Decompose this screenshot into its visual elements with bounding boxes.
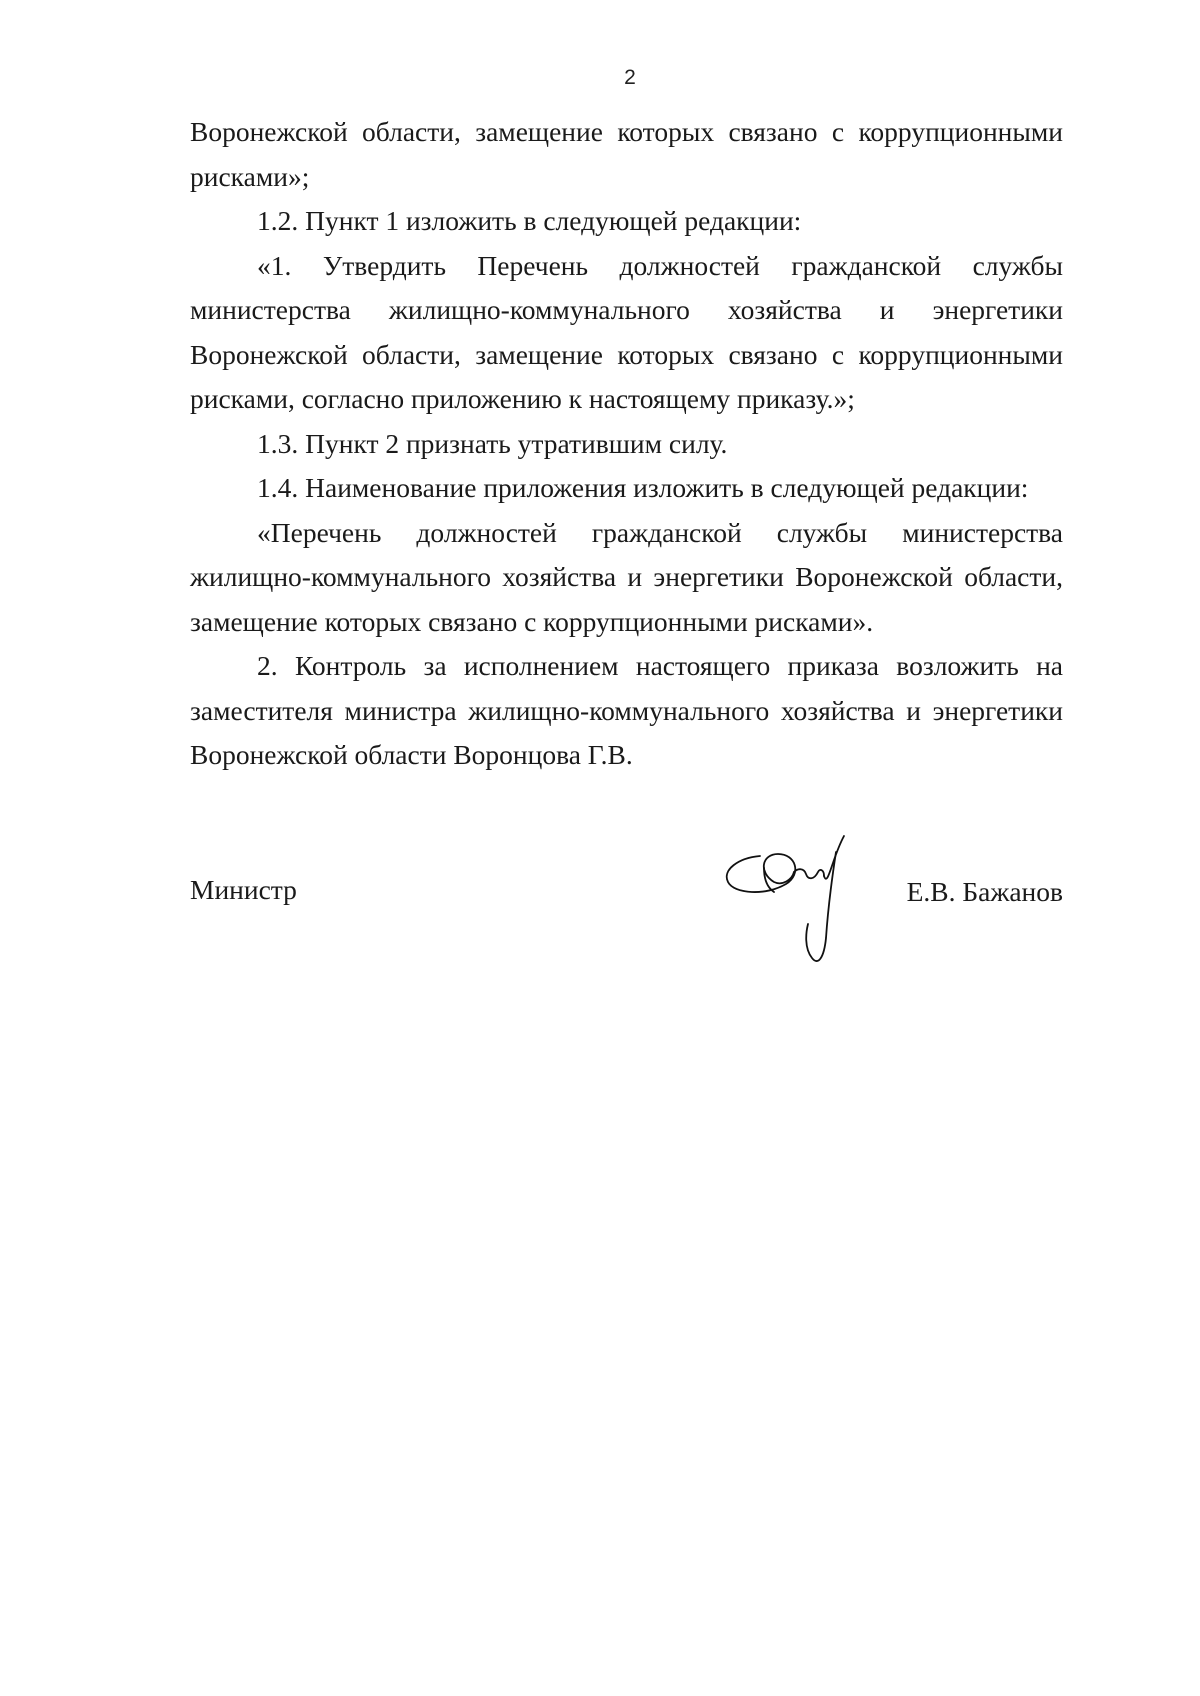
paragraph-continuation: Воронежской области, замещение которых связано с коррупционными рисками»; (190, 116, 1063, 192)
paragraph-item-2: 2. Контроль за исполнением настоящего приказа возложить на заместителя министра жилищно-коммунального хозяйства и энергетики Воронежской области Воронцова Г.В. (190, 650, 1063, 770)
signatory-title: Министр (190, 874, 297, 905)
paragraph-item-1-2: 1.2. Пункт 1 изложить в следующей редакции: (257, 205, 802, 236)
document-body (190, 110, 1063, 778)
paragraph-item-1-2-text: «1. Утвердить Перечень должностей гражданской службы министерства жилищно-коммунального хозяйства и энергетики Воронежской области, замещение которых связано с коррупционными рисками, согласно приложению к настоящему приказу.»; (190, 249, 1063, 414)
page-number: 2 (624, 66, 636, 89)
paragraph-item-1-4-text: «Перечень должностей гражданской службы министерства жилищно-коммунального хозяйства и энергетики Воронежской области, замещение которых связано с коррупционными рисками». (190, 516, 1063, 637)
paragraph-item-1-3: 1.3. Пункт 2 признать утратившим силу. (257, 427, 728, 459)
signatory-name: Е.В. Бажанов (906, 876, 1063, 907)
signature-block (190, 868, 1063, 988)
handwritten-signature (720, 828, 870, 978)
paragraph-item-1-4: 1.4. Наименование приложения изложить в следующей редакции: (257, 472, 1029, 503)
